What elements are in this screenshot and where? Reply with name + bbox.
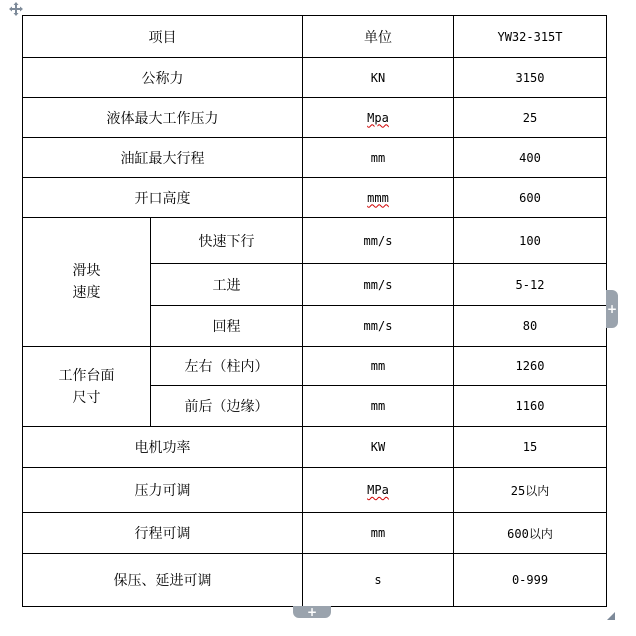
value-cell[interactable]: 25 bbox=[454, 98, 607, 138]
table-row bbox=[23, 98, 607, 138]
resize-corner-icon bbox=[606, 611, 616, 621]
table-row bbox=[23, 58, 607, 98]
table-row bbox=[23, 178, 607, 218]
value-cell[interactable]: 400 bbox=[454, 138, 607, 178]
label-cell[interactable]: 回程 bbox=[151, 306, 303, 347]
unit-cell[interactable]: mm/s bbox=[303, 218, 454, 264]
slider-speed-group-label: 滑块 速度 bbox=[72, 263, 101, 301]
label-cell[interactable]: 油缸最大行程 bbox=[23, 138, 303, 178]
value-cell[interactable]: 5-12 bbox=[454, 264, 607, 306]
value-cell[interactable]: 600以内 bbox=[454, 513, 607, 554]
header-model-cell[interactable]: YW32-315T bbox=[454, 16, 607, 58]
label-cell[interactable]: 左右（柱内） bbox=[151, 347, 303, 386]
unit-cell[interactable] bbox=[303, 468, 454, 513]
label-cell[interactable]: 液体最大工作压力 bbox=[23, 98, 303, 138]
label-cell[interactable]: 电机功率 bbox=[23, 427, 303, 468]
add-row-button[interactable] bbox=[293, 606, 331, 618]
unit-cell[interactable]: KN bbox=[303, 58, 454, 98]
unit-cell[interactable]: mm bbox=[303, 347, 454, 386]
unit-cell[interactable]: mm bbox=[303, 513, 454, 554]
add-column-button[interactable] bbox=[606, 290, 618, 328]
plus-icon: + bbox=[606, 302, 618, 316]
table-row bbox=[23, 513, 607, 554]
spec-table bbox=[22, 15, 607, 607]
table-size-group-label: 工作台面 尺寸 bbox=[58, 367, 115, 406]
table-row bbox=[23, 347, 607, 386]
unit-cell[interactable]: KW bbox=[303, 427, 454, 468]
value-cell[interactable]: 15 bbox=[454, 427, 607, 468]
unit-cell[interactable] bbox=[303, 178, 454, 218]
table-row bbox=[23, 427, 607, 468]
value-cell[interactable]: 80 bbox=[454, 306, 607, 347]
label-cell[interactable]: 快速下行 bbox=[151, 218, 303, 264]
header-item-cell[interactable]: 项目 bbox=[23, 16, 303, 58]
table-row bbox=[23, 16, 607, 58]
label-cell[interactable]: 压力可调 bbox=[23, 468, 303, 513]
value-cell[interactable]: 25以内 bbox=[454, 468, 607, 513]
table-row bbox=[23, 138, 607, 178]
table-resize-handle[interactable] bbox=[606, 606, 616, 616]
unit-cell[interactable] bbox=[303, 98, 454, 138]
group-label-cell[interactable] bbox=[23, 218, 151, 347]
value-cell[interactable]: 3150 bbox=[454, 58, 607, 98]
value-cell[interactable]: 100 bbox=[454, 218, 607, 264]
value-cell[interactable]: 1160 bbox=[454, 386, 607, 427]
value-cell[interactable]: 0-999 bbox=[454, 554, 607, 607]
unit-cell[interactable]: mm bbox=[303, 386, 454, 427]
value-cell[interactable]: 1260 bbox=[454, 347, 607, 386]
unit-cell[interactable]: mm/s bbox=[303, 264, 454, 306]
table-row bbox=[23, 554, 607, 607]
unit-cell[interactable]: mm/s bbox=[303, 306, 454, 347]
value-cell[interactable]: 600 bbox=[454, 178, 607, 218]
spellcheck-flagged-text: MPa bbox=[367, 483, 389, 497]
plus-icon: + bbox=[306, 605, 318, 619]
label-cell[interactable]: 行程可调 bbox=[23, 513, 303, 554]
label-cell[interactable]: 公称力 bbox=[23, 58, 303, 98]
spellcheck-flagged-text: mmm bbox=[367, 190, 389, 205]
label-cell[interactable]: 前后（边缘） bbox=[151, 386, 303, 427]
unit-cell[interactable]: mm bbox=[303, 138, 454, 178]
group-label-cell[interactable] bbox=[23, 347, 151, 427]
label-cell[interactable]: 工进 bbox=[151, 264, 303, 306]
unit-cell[interactable]: s bbox=[303, 554, 454, 607]
header-unit-cell[interactable]: 单位 bbox=[303, 16, 454, 58]
label-cell[interactable]: 开口高度 bbox=[23, 178, 303, 218]
table-row bbox=[23, 218, 607, 264]
spellcheck-flagged-text: Mpa bbox=[367, 110, 389, 125]
table-row bbox=[23, 468, 607, 513]
label-cell[interactable]: 保压、延进可调 bbox=[23, 554, 303, 607]
